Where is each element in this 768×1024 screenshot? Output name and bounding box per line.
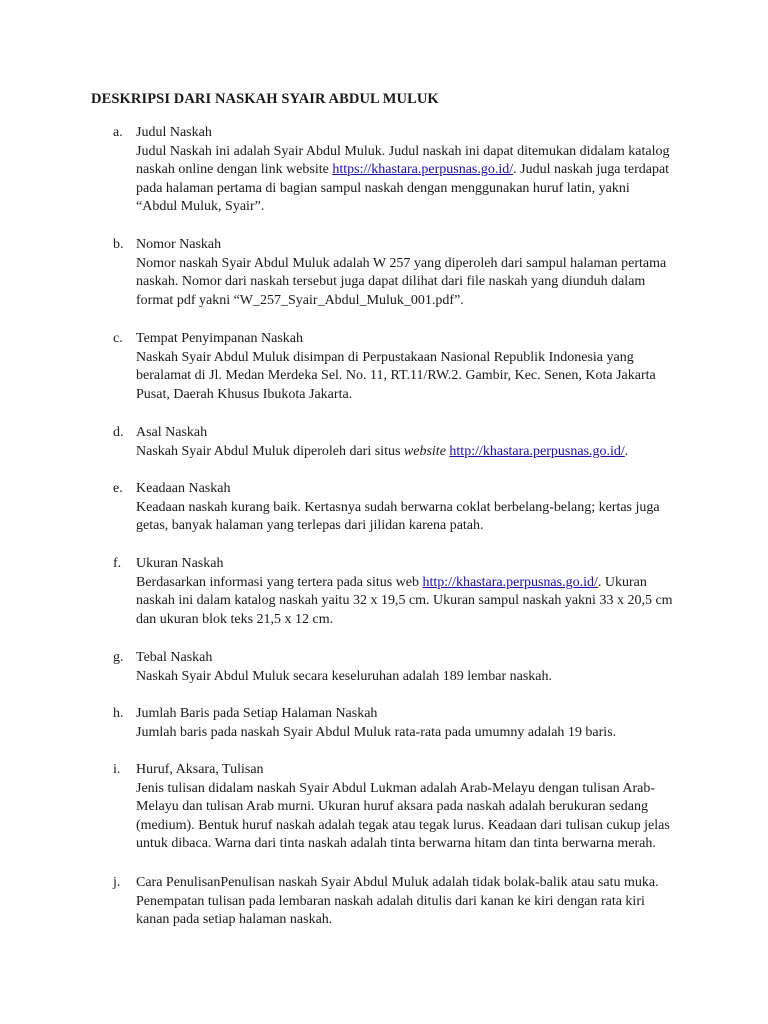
list-marker: a.: [113, 125, 123, 140]
item-heading: Ukuran Naskah: [136, 556, 224, 571]
list-item-jumlah-baris: [113, 705, 673, 742]
item-text: [136, 143, 673, 217]
text-segment: . Judul naskah juga terdapat pada halaman pertama di bagian sampul naskah dengan menggunakan huruf latin, yakni “Abdul Muluk, Syair”.: [136, 162, 670, 215]
item-heading: Nomor Naskah: [136, 237, 222, 252]
website-link[interactable]: http://khastara.perpusnas.go.id/: [449, 443, 625, 459]
list-marker: f.: [113, 556, 122, 571]
item-text: Jumlah baris pada naskah Syair Abdul Muluk rata-rata pada umumny adalah 19 baris.: [136, 724, 617, 740]
list-item-judul-naskah: [113, 124, 673, 217]
item-heading: Huruf, Aksara, Tulisan: [136, 762, 264, 777]
list-marker: e.: [113, 481, 123, 496]
text-segment: Penulisan naskah Syair Abdul Muluk adalah tidak bolak-balik atau satu muka. Penempatan tulisan pada lembaran naskah adalah ditulis dari kanan ke kiri dengan rata kiri kanan pada setiap halaman naskah.: [136, 875, 659, 928]
item-heading: Tempat Penyimpanan Naskah: [136, 331, 303, 346]
list-marker: g.: [113, 650, 124, 665]
list-marker: c.: [113, 331, 123, 346]
item-heading: Asal Naskah: [136, 425, 208, 440]
list-item-cara-penulisan: [113, 874, 673, 930]
item-text: [136, 574, 673, 630]
item-text: [136, 874, 673, 930]
list-item-huruf-aksara: [113, 761, 673, 854]
list-marker: d.: [113, 425, 124, 440]
item-heading: Cara Penulisan: [136, 875, 221, 890]
list-marker: j.: [113, 875, 121, 890]
website-link[interactable]: http://khastara.perpusnas.go.id/: [422, 574, 598, 590]
document-title: DESKRIPSI DARI NASKAH SYAIR ABDUL MULUK: [91, 91, 439, 107]
list-item-tempat-penyimpanan: [113, 330, 673, 404]
list-item-ukuran-naskah: [113, 555, 673, 629]
item-heading: Keadaan Naskah: [136, 481, 231, 496]
text-segment: Berdasarkan informasi yang tertera pada situs web: [136, 574, 423, 590]
list-item-tebal-naskah: [113, 649, 673, 686]
text-segment: Judul Naskah ini adalah Syair Abdul Muluk. Judul naskah ini dapat ditemukan didalam katalog naskah online dengan link website: [136, 143, 670, 178]
item-heading: Jumlah Baris pada Setiap Halaman Naskah: [136, 706, 378, 721]
item-text: Keadaan naskah kurang baik. Kertasnya sudah berwarna coklat berbelang-belang; kertas juga getas, banyak halaman yang terlepas dari jilidan karena patah.: [136, 499, 660, 534]
list-marker: h.: [113, 706, 124, 721]
list-item-keadaan-naskah: [113, 480, 673, 536]
item-text: Jenis tulisan didalam naskah Syair Abdul Lukman adalah Arab-Melayu dengan tulisan Arab-Melayu dan tulisan Arab murni. Ukuran huruf aksara pada naskah adalah berukuran sedang (medium). Bentuk huruf naskah adalah tegak atau tegak lurus. Keadaan dari tulisan cukup jelas untuk dibaca. Warna dari tinta naskah adalah tinta berwarna hitam dan tinta berwarna merah.: [136, 780, 670, 852]
item-text: Naskah Syair Abdul Muluk disimpan di Perpustakaan Nasional Republik Indonesia yang beralamat di Jl. Medan Merdeka Sel. No. 11, RT.11/RW.2. Gambir, Kec. Senen, Kota Jakarta Pusat, Daerah Khusus Ibukota Jakarta.: [136, 349, 656, 402]
catalog-link[interactable]: https://khastara.perpusnas.go.id/: [332, 162, 514, 178]
text-segment: . Ukuran naskah ini dalam katalog naskah yaitu 32 x 19,5 cm. Ukuran sampul naskah yakni 33 x 20,5 cm dan ukuran blok teks 21,5 x 12 cm.: [136, 574, 673, 627]
text-segment: .: [624, 443, 629, 459]
item-heading: Tebal Naskah: [136, 650, 213, 665]
item-text: Naskah Syair Abdul Muluk secara keseluruhan adalah 189 lembar naskah.: [136, 668, 552, 684]
item-text: [136, 443, 673, 462]
item-text: Nomor naskah Syair Abdul Muluk adalah W 257 yang diperoleh dari sampul halaman pertama naskah. Nomor dari naskah tersebut juga dapat dilihat dari file naskah yang diunduh dalam format pdf yakni “W_257_Syair_Abdul_Muluk_001.pdf”.: [136, 255, 667, 308]
item-heading: Judul Naskah: [136, 125, 212, 140]
italic-word: website: [403, 443, 446, 459]
list-item-nomor-naskah: [113, 236, 673, 310]
text-segment: Naskah Syair Abdul Muluk diperoleh dari situs: [136, 443, 404, 459]
list-item-asal-naskah: [113, 424, 673, 461]
list-marker: i.: [113, 762, 121, 777]
list-marker: b.: [113, 237, 124, 252]
